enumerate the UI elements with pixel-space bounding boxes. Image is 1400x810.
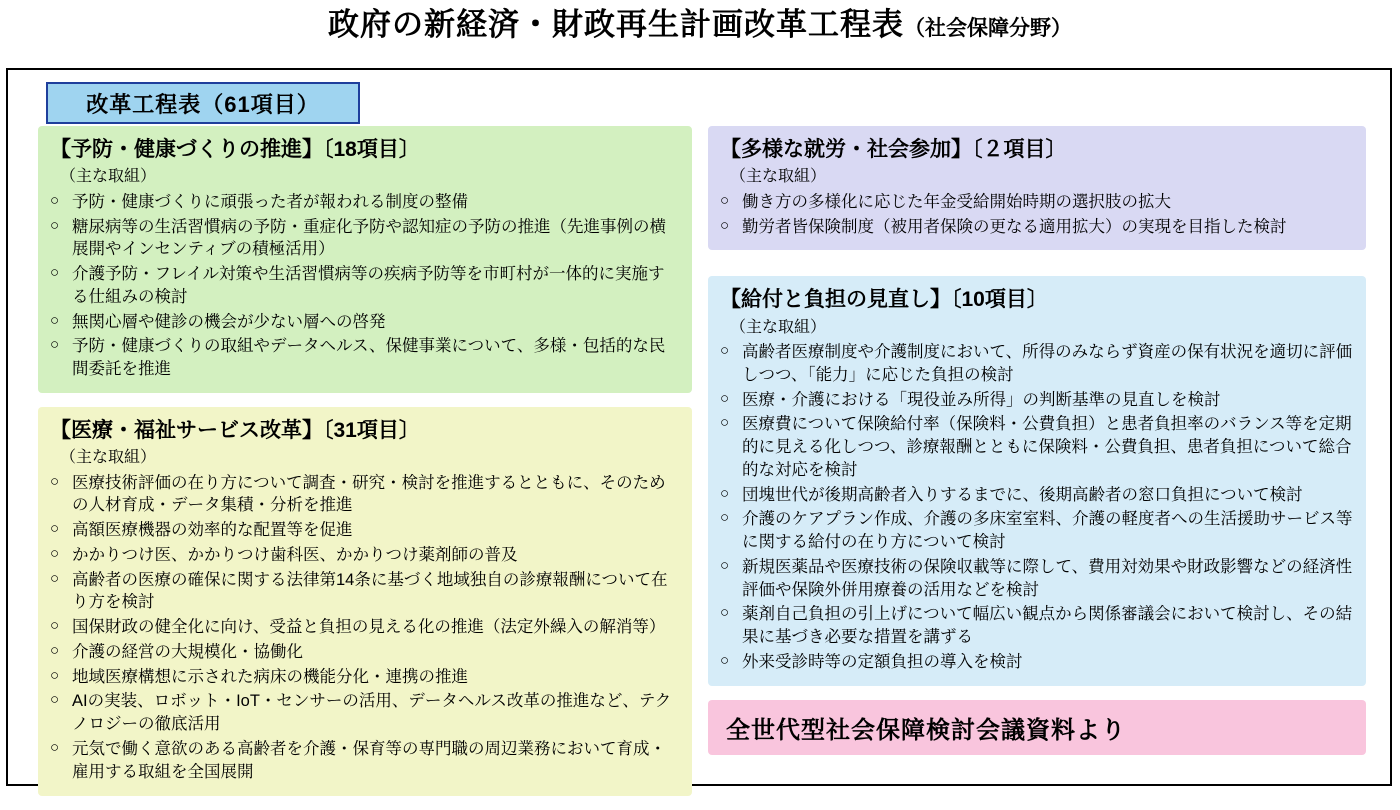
list-item: ○ 元気で働く意欲のある高齢者を介護・保育等の専門職の周辺業務において育成・雇用する取組を全国展開 bbox=[50, 738, 680, 784]
source-label: 全世代型社会保障検討会議資料より bbox=[726, 716, 1126, 744]
column-spacer bbox=[708, 264, 1366, 276]
list-item: ○ 高齢者医療制度や介護制度において、所得のみならず資産の保有状況を適切に評価しつつ、「能力」に応じた負担の検討 bbox=[720, 341, 1354, 387]
panel-prevention-list bbox=[50, 191, 680, 381]
list-item: ○ 医療費について保険給付率（保険料・公費負担）と患者負担率のバランス等を定期的に見える化しつつ、診療報酬とともに保険料・公費負担、患者負担について総合的な対応を検討 bbox=[720, 413, 1354, 481]
content-frame bbox=[6, 68, 1392, 786]
panel-work-participation-subheading: （主な取組） bbox=[730, 168, 827, 186]
list-item: ○ 無関心層や健診の機会が少ない層への啓発 bbox=[50, 311, 680, 334]
list-item: ○ 団塊世代が後期高齢者入りするまでに、後期高齢者の窓口負担について検討 bbox=[720, 484, 1354, 507]
panel-medical-welfare-heading: 【医療・福祉サービス改革】〔31項目〕 bbox=[50, 418, 420, 442]
page-title-sub: （社会保障分野） bbox=[904, 17, 1072, 40]
list-item: ○ 薬剤自己負担の引上げについて幅広い観点から関係審議会において検討し、その結果に基づき必要な措置を講ずる bbox=[720, 603, 1354, 649]
list-item: ○ かかりつけ医、かかりつけ歯科医、かかりつけ薬剤師の普及 bbox=[50, 544, 680, 567]
list-item: ○ 勤労者皆保険制度（被用者保険の更なる適用拡大）の実現を目指した検討 bbox=[720, 216, 1354, 239]
page-title-main: 政府の新経済・財政再生計画改革工程表 bbox=[328, 7, 904, 42]
panel-prevention bbox=[38, 126, 692, 393]
list-item: ○ 介護のケアプラン作成、介護の多床室室料、介護の軽度者への生活援助サービス等に関する給付の在り方について検討 bbox=[720, 508, 1354, 554]
list-item: ○ 糖尿病等の生活習慣病の予防・重症化予防や認知症の予防の推進（先進事例の横展開やインセンティブの積極活用） bbox=[50, 216, 680, 262]
panel-work-participation-heading: 【多様な就労・社会参加】〔２項目〕 bbox=[720, 138, 1067, 161]
list-item: ○ 高齢者の医療の確保に関する法律第14条に基づく地域独自の診療報酬について在り方を検討 bbox=[50, 569, 680, 615]
roadmap-ribbon-label: 改革工程表（61項目） bbox=[86, 91, 320, 117]
panel-prevention-subheading: （主な取組） bbox=[60, 168, 157, 186]
panel-benefit-burden-list bbox=[720, 341, 1354, 674]
list-item: ○ 新規医薬品や医療技術の保険収載等に際して、費用対効果や財政影響などの経済性評価や保険外併用療養の活用などを検討 bbox=[720, 556, 1354, 602]
panel-benefit-burden-subheading: （主な取組） bbox=[730, 318, 827, 336]
list-item: ○ 働き方の多様化に応じた年金受給開始時期の選択肢の拡大 bbox=[720, 191, 1354, 214]
page-title bbox=[0, 0, 1400, 43]
list-item: ○ 医療・介護における「現役並み所得」の判断基準の見直しを検討 bbox=[720, 389, 1354, 412]
list-item: ○ 外来受診時等の定額負担の導入を検討 bbox=[720, 651, 1354, 674]
roadmap-ribbon bbox=[46, 82, 360, 124]
list-item: ○ 医療技術評価の在り方について調査・研究・検討を推進するとともに、そのための人材育成・データ集積・分析を推進 bbox=[50, 472, 680, 518]
panel-benefit-burden-heading: 【給付と負担の見直し】〔10項目〕 bbox=[720, 288, 1048, 312]
panel-work-participation-list bbox=[720, 191, 1354, 239]
panel-medical-welfare bbox=[38, 407, 692, 796]
right-column bbox=[708, 126, 1366, 755]
list-item: ○ 国保財政の健全化に向け、受益と負担の見える化の推進（法定外繰入の解消等） bbox=[50, 616, 680, 639]
panel-medical-welfare-subheading: （主な取組） bbox=[60, 449, 157, 467]
list-item: ○ 予防・健康づくりの取組やデータヘルス、保健事業について、多様・包括的な民間委託を推進 bbox=[50, 335, 680, 381]
list-item: ○ AIの実装、ロボット・IoT・センサーの活用、データヘルス改革の推進など、テクノロジーの徹底活用 bbox=[50, 690, 680, 736]
panel-medical-welfare-list bbox=[50, 472, 680, 784]
list-item: ○ 高額医療機器の効率的な配置等を促進 bbox=[50, 519, 680, 542]
list-item: ○ 予防・健康づくりに頑張った者が報われる制度の整備 bbox=[50, 191, 680, 214]
list-item: ○ 介護の経営の大規模化・協働化 bbox=[50, 641, 680, 664]
panel-prevention-heading: 【予防・健康づくりの推進】〔18項目〕 bbox=[50, 138, 420, 161]
list-item: ○ 介護予防・フレイル対策や生活習慣病等の疾病予防等を市町村が一体的に実施する仕組みの検討 bbox=[50, 263, 680, 309]
left-column bbox=[38, 126, 692, 810]
panel-benefit-burden bbox=[708, 276, 1366, 685]
panel-work-participation bbox=[708, 126, 1366, 250]
list-item: ○ 地域医療構想に示された病床の機能分化・連携の推進 bbox=[50, 666, 680, 689]
panel-source bbox=[708, 700, 1366, 755]
